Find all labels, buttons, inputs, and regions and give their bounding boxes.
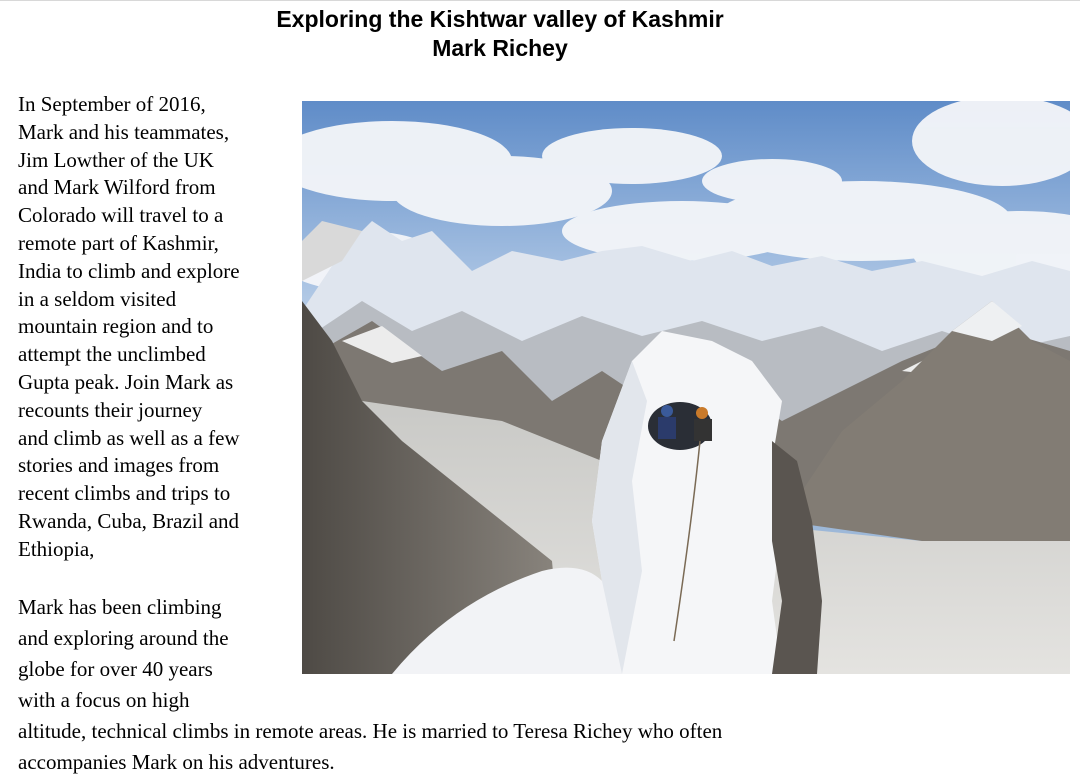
intro-line: In September of 2016, (18, 92, 206, 116)
intro-line: remote part of Kashmir, (18, 230, 219, 255)
title-block (200, 5, 800, 63)
intro-line: and Mark Wilford from (18, 175, 216, 200)
intro-line: attempt the unclimbed (18, 342, 206, 367)
bio-line: with a focus on high (18, 688, 190, 712)
intro-line: Gupta peak. Join Mark as (18, 369, 234, 394)
bio-line: globe for over 40 years (18, 657, 213, 681)
intro-line: stories and images from (18, 453, 220, 478)
intro-line: mountain region and to (18, 314, 214, 339)
intro-paragraph (18, 91, 240, 564)
intro-line: and climb as well as a few (18, 425, 240, 450)
bio-line: altitude, technical climbs in remote areas. He is married to Teresa Richey who often (18, 719, 723, 743)
mountain-photo (302, 101, 1070, 674)
bio-line: Mark has been climbing (18, 595, 222, 619)
intro-line: Jim Lowther of the UK (18, 147, 214, 172)
speaker-name: Mark Richey (432, 35, 568, 61)
intro-line: Rwanda, Cuba, Brazil and (18, 508, 240, 533)
intro-line: India to climb and explore (18, 258, 240, 283)
intro-line: in a seldom visited (18, 286, 177, 311)
intro-line: Ethiopia, (18, 536, 95, 561)
page-title: Exploring the Kishtwar valley of Kashmir (276, 6, 724, 32)
bio-paragraph-continued (18, 716, 722, 778)
intro-line: recounts their journey (18, 397, 203, 422)
intro-line: recent climbs and trips to (18, 481, 231, 506)
intro-line: Mark and his teammates, (18, 119, 230, 144)
bio-line: accompanies Mark on his adventures. (18, 750, 335, 774)
bio-paragraph (18, 592, 229, 716)
intro-line: Colorado will travel to a (18, 203, 224, 228)
bio-line: and exploring around the (18, 626, 229, 650)
